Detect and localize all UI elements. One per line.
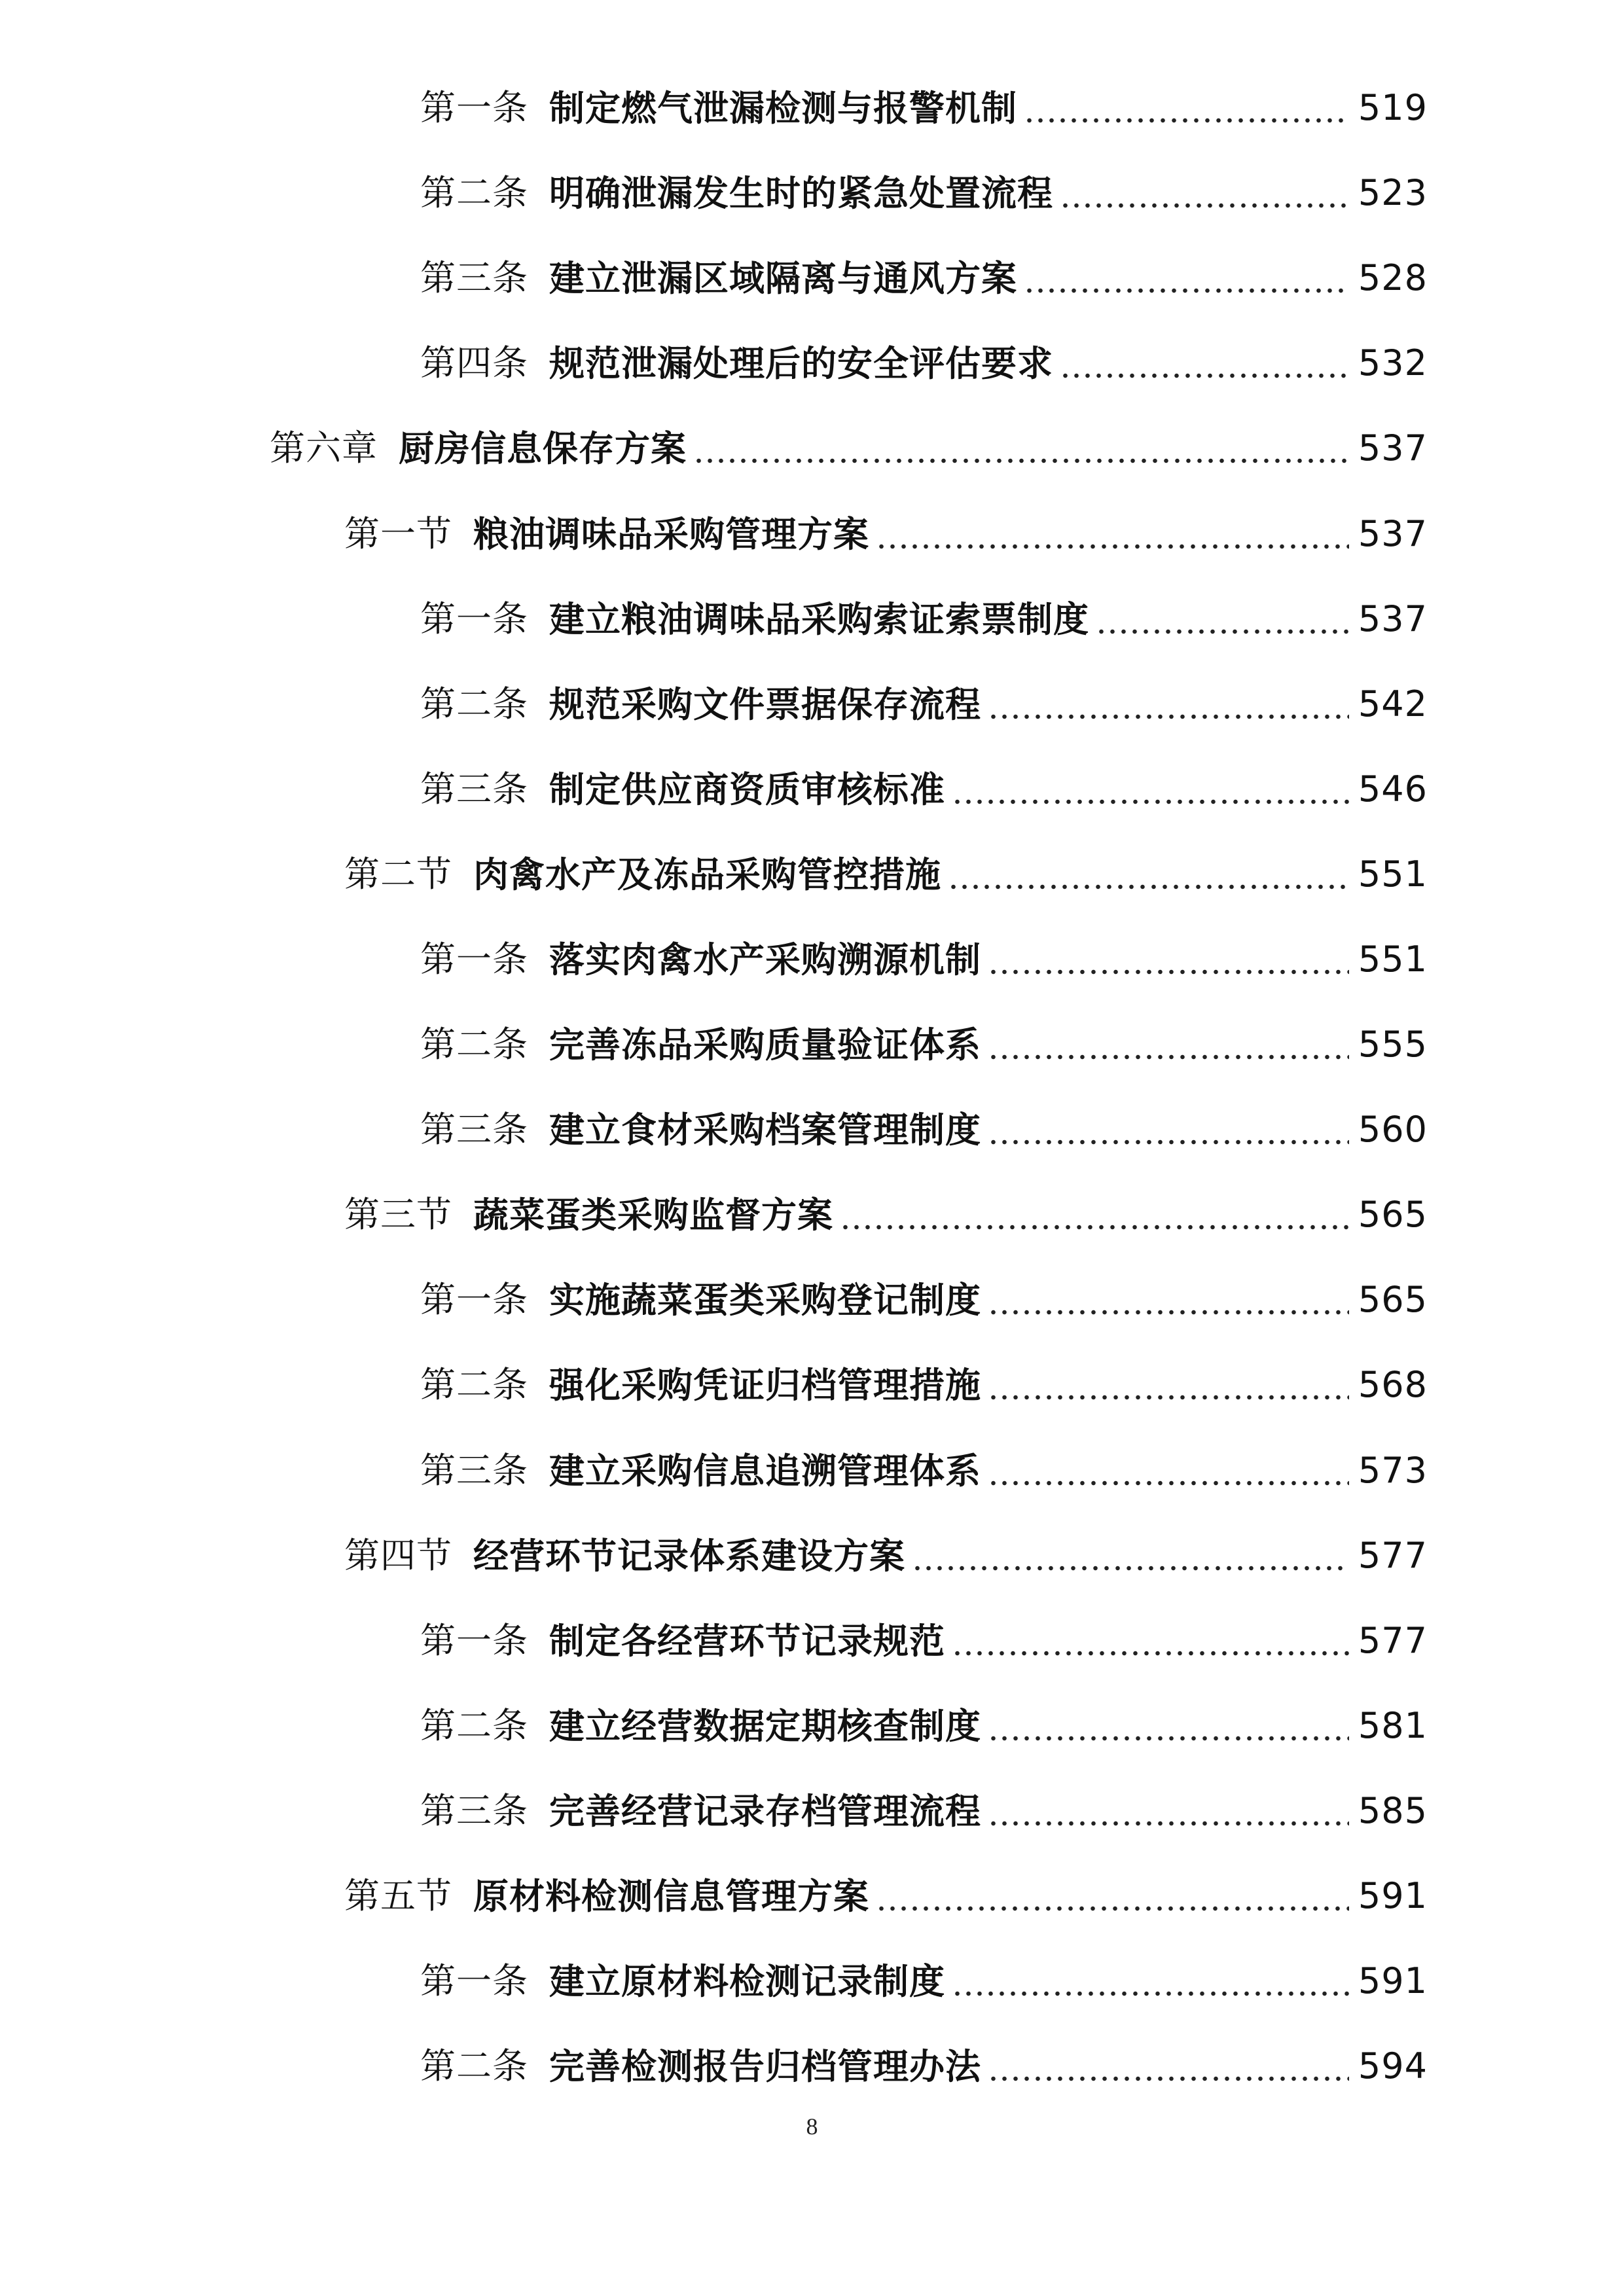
toc-entry-page-number: 577 — [1358, 1619, 1428, 1661]
toc-entry-label: 第三条 — [420, 1789, 528, 1831]
toc-entry-section[interactable] — [0, 1854, 1624, 1939]
toc-entry-label: 第三条 — [420, 1109, 528, 1151]
toc-entry-label: 第四节 — [344, 1534, 452, 1576]
toc-entry-page-number: 537 — [1358, 598, 1428, 639]
toc-entry-article[interactable] — [0, 662, 1624, 747]
toc-entry-label: 第四条 — [420, 342, 528, 384]
toc-entry-title: 建立采购信息追溯管理体系 — [549, 1449, 981, 1492]
toc-entry-title: 建立泄漏区域隔离与通风方案 — [549, 257, 1017, 300]
toc-entry-label: 第二条 — [420, 1704, 528, 1746]
dot-leader — [988, 1282, 1349, 1318]
toc-entry-page-number: 551 — [1358, 853, 1428, 895]
toc-entry-article[interactable] — [0, 236, 1624, 321]
dot-leader — [988, 1027, 1349, 1062]
toc-entry-article[interactable] — [0, 1598, 1624, 1683]
toc-entry-page-number: 591 — [1358, 1960, 1428, 2002]
toc-entry-chapter[interactable] — [0, 406, 1624, 491]
dot-leader — [1060, 346, 1349, 381]
toc-entry-label: 第一条 — [420, 1960, 528, 2002]
toc-entry-label: 第二条 — [420, 1364, 528, 1406]
toc-entry-label: 第六章 — [270, 427, 378, 469]
dot-leader — [988, 2049, 1349, 2084]
toc-entry-page-number: 581 — [1358, 1704, 1428, 1746]
toc-entry-label: 第二节 — [344, 853, 452, 895]
toc-entry-label: 第三节 — [344, 1194, 452, 1236]
toc-entry-label: 第五节 — [344, 1875, 452, 1917]
dot-leader — [912, 1538, 1349, 1573]
toc-entry-title: 完善冻品采购质量验证体系 — [549, 1024, 981, 1066]
toc-entry-page-number: 537 — [1358, 427, 1428, 469]
toc-entry-label: 第一条 — [420, 938, 528, 980]
toc-entry-page-number: 532 — [1358, 342, 1428, 384]
dot-leader — [693, 431, 1349, 466]
toc-entry-article[interactable] — [0, 577, 1624, 662]
page-number: 8 — [806, 2113, 818, 2140]
toc-entry-label: 第一条 — [420, 87, 528, 129]
toc-entry-page-number: 585 — [1358, 1789, 1428, 1831]
dot-leader — [876, 516, 1349, 552]
toc-entry-section[interactable] — [0, 1513, 1624, 1598]
toc-entry-label: 第三条 — [420, 1449, 528, 1491]
toc-entry-article[interactable] — [0, 1768, 1624, 1854]
toc-entry-title: 强化采购凭证归档管理措施 — [549, 1364, 981, 1407]
dot-leader — [948, 857, 1349, 892]
dot-leader — [1024, 90, 1349, 126]
table-of-contents — [0, 65, 1624, 2109]
toc-entry-page-number: 568 — [1358, 1364, 1428, 1406]
toc-entry-title: 粮油调味品采购管理方案 — [473, 512, 869, 555]
toc-entry-article[interactable] — [0, 1257, 1624, 1342]
dot-leader — [1060, 175, 1349, 211]
toc-entry-article[interactable] — [0, 1342, 1624, 1427]
toc-entry-label: 第二条 — [420, 683, 528, 725]
toc-entry-title: 实施蔬菜蛋类采购登记制度 — [549, 1279, 981, 1321]
toc-entry-page-number: 551 — [1358, 938, 1428, 980]
toc-entry-title: 制定各经营环节记录规范 — [549, 1619, 945, 1662]
dot-leader — [952, 772, 1349, 807]
toc-entry-label: 第一节 — [344, 512, 452, 554]
dot-leader — [840, 1197, 1349, 1232]
toc-entry-label: 第一条 — [420, 1619, 528, 1661]
toc-entry-article[interactable] — [0, 917, 1624, 1002]
dot-leader — [988, 687, 1349, 722]
toc-entry-page-number: 560 — [1358, 1109, 1428, 1151]
toc-entry-page-number: 591 — [1358, 1875, 1428, 1917]
toc-entry-label: 第三条 — [420, 257, 528, 299]
toc-entry-page-number: 519 — [1358, 87, 1428, 129]
toc-entry-label: 第二条 — [420, 2045, 528, 2087]
toc-entry-page-number: 528 — [1358, 257, 1428, 299]
toc-entry-label: 第一条 — [420, 598, 528, 639]
toc-entry-page-number: 565 — [1358, 1194, 1428, 1236]
toc-entry-label: 第二条 — [420, 172, 528, 214]
toc-entry-title: 厨房信息保存方案 — [399, 427, 687, 470]
dot-leader — [988, 1453, 1349, 1488]
toc-entry-article[interactable] — [0, 1428, 1624, 1513]
dot-leader — [1096, 601, 1349, 637]
toc-entry-page-number: 537 — [1358, 512, 1428, 554]
dot-leader — [988, 1708, 1349, 1744]
toc-entry-title: 制定供应商资质审核标准 — [549, 768, 945, 810]
toc-entry-page-number: 577 — [1358, 1534, 1428, 1576]
toc-entry-article[interactable] — [0, 151, 1624, 236]
toc-entry-title: 建立经营数据定期核查制度 — [549, 1704, 981, 1747]
toc-entry-title: 原材料检测信息管理方案 — [473, 1875, 869, 1918]
toc-entry-title: 建立食材采购档案管理制度 — [549, 1109, 981, 1151]
dot-leader — [1024, 260, 1349, 296]
toc-entry-page-number: 573 — [1358, 1449, 1428, 1491]
toc-entry-page-number: 565 — [1358, 1279, 1428, 1321]
toc-entry-article[interactable] — [0, 321, 1624, 406]
toc-entry-page-number: 542 — [1358, 683, 1428, 725]
toc-entry-section[interactable] — [0, 1172, 1624, 1257]
toc-entry-title: 肉禽水产及冻品采购管控措施 — [473, 853, 941, 895]
dot-leader — [988, 1367, 1349, 1403]
toc-entry-article[interactable] — [0, 1683, 1624, 1768]
toc-entry-title: 完善经营记录存档管理流程 — [549, 1789, 981, 1832]
dot-leader — [988, 942, 1349, 977]
toc-entry-title: 落实肉禽水产采购溯源机制 — [549, 938, 981, 980]
toc-entry-article[interactable] — [0, 65, 1624, 151]
toc-entry-title: 规范采购文件票据保存流程 — [549, 683, 981, 725]
dot-leader — [988, 1793, 1349, 1829]
toc-entry-page-number: 594 — [1358, 2045, 1428, 2087]
toc-entry-title: 建立原材料检测记录制度 — [549, 1960, 945, 2003]
toc-entry-title: 经营环节记录体系建设方案 — [473, 1534, 905, 1577]
toc-entry-page-number: 555 — [1358, 1024, 1428, 1066]
toc-entry-title: 制定燃气泄漏检测与报警机制 — [549, 87, 1017, 130]
toc-entry-page-number: 523 — [1358, 172, 1428, 214]
toc-entry-title: 明确泄漏发生时的紧急处置流程 — [549, 172, 1053, 215]
dot-leader — [952, 1623, 1349, 1659]
toc-entry-title: 蔬菜蛋类采购监督方案 — [473, 1194, 833, 1236]
toc-entry-article[interactable] — [0, 747, 1624, 832]
toc-entry-label: 第二条 — [420, 1024, 528, 1066]
toc-entry-page-number: 546 — [1358, 768, 1428, 810]
toc-entry-article[interactable] — [0, 1002, 1624, 1087]
dot-leader — [952, 1964, 1349, 1999]
toc-entry-title: 规范泄漏处理后的安全评估要求 — [549, 342, 1053, 385]
toc-entry-section[interactable] — [0, 832, 1624, 917]
toc-entry-article[interactable] — [0, 1939, 1624, 2024]
toc-entry-title: 建立粮油调味品采购索证索票制度 — [549, 598, 1089, 640]
toc-entry-label: 第三条 — [420, 768, 528, 810]
dot-leader — [988, 1112, 1349, 1147]
toc-entry-label: 第一条 — [420, 1279, 528, 1321]
dot-leader — [876, 1878, 1349, 1914]
toc-entry-title: 完善检测报告归档管理办法 — [549, 2045, 981, 2088]
toc-entry-article[interactable] — [0, 2024, 1624, 2109]
toc-entry-section[interactable] — [0, 491, 1624, 576]
toc-entry-article[interactable] — [0, 1087, 1624, 1172]
